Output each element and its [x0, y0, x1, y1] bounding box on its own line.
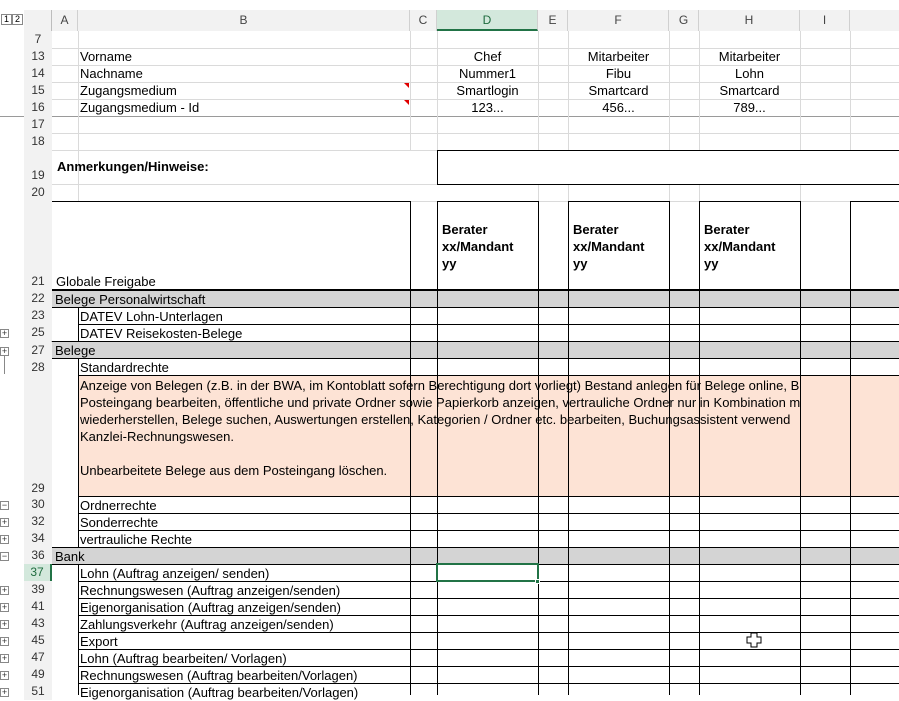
gridline [0, 116, 899, 117]
border [699, 201, 801, 202]
gridline [52, 133, 899, 134]
expand-plus-icon[interactable]: + [1, 585, 8, 595]
outline-level-2-button[interactable]: 2 [12, 14, 23, 25]
cell-d15[interactable]: Smartlogin [456, 83, 519, 98]
row-header-47[interactable]: 47 [24, 649, 52, 666]
row-header-17[interactable]: 17 [24, 116, 52, 133]
row-header-36[interactable]: 36 [24, 547, 52, 564]
border [78, 564, 79, 695]
selected-cell-d37[interactable] [436, 563, 539, 582]
col-header-h[interactable]: H [699, 10, 800, 31]
row-lohn-bearbeiten[interactable]: Lohn (Auftrag bearbeiten/ Vorlagen) [80, 651, 287, 666]
label-zugangsmedium[interactable]: Zugangsmedium [80, 83, 177, 98]
row-header-27[interactable]: 27 [24, 342, 52, 359]
row-header-45[interactable]: 45 [24, 632, 52, 649]
label-zugangsmedium-id[interactable]: Zugangsmedium - Id [80, 100, 200, 115]
berater-header-f[interactable] [573, 221, 669, 272]
berater-line3: yy [704, 256, 719, 271]
comment-indicator-icon[interactable] [404, 83, 409, 88]
col-header-b[interactable]: B [78, 10, 410, 31]
cell-h15[interactable]: Smartcard [719, 83, 780, 98]
cell-d16[interactable]: 123... [471, 100, 504, 115]
cell-d13[interactable]: Chef [473, 49, 502, 64]
row-datev-reisekosten[interactable]: DATEV Reisekosten-Belege [80, 326, 243, 341]
row-rechnungswesen-bearbeiten[interactable]: Rechnungswesen (Auftrag bearbeiten/Vorlagen) [80, 668, 358, 683]
description-line: wiederherstellen, Belege suchen, Auswertungen erstellen, Kategorien / Ordner etc. bearbeiten, Buchungsassistent verwend [80, 412, 791, 427]
notes-box[interactable] [437, 150, 899, 185]
fill-handle[interactable] [535, 579, 540, 584]
row-header-29[interactable]: 29 [24, 376, 52, 496]
row-header-30[interactable]: 30 [24, 496, 52, 513]
comment-indicator-icon[interactable] [404, 100, 409, 105]
expand-plus-icon[interactable]: + [1, 328, 8, 338]
row-header-21[interactable]: 21 [24, 201, 52, 290]
berater-line2: xx/Mandant [573, 239, 645, 254]
berater-line3: yy [442, 256, 457, 271]
outline-level-1-button[interactable]: 1 [1, 14, 12, 25]
row-eigenorganisation-senden[interactable]: Eigenorganisation (Auftrag anzeigen/senden) [80, 600, 341, 615]
gridline [850, 31, 851, 151]
row-datev-lohn-unterlagen[interactable]: DATEV Lohn-Unterlagen [80, 309, 223, 324]
expand-plus-icon[interactable]: + [1, 534, 8, 544]
select-all-corner[interactable] [24, 10, 52, 31]
description-line: Kanzlei-Rechnungswesen. [80, 429, 234, 444]
row-header-32[interactable]: 32 [24, 513, 52, 530]
row-header-41[interactable]: 41 [24, 598, 52, 615]
section-bank[interactable]: Bank [55, 549, 85, 564]
cell-h13[interactable]: Mitarbeiter [718, 49, 781, 64]
expand-plus-icon[interactable]: + [1, 619, 8, 629]
berater-line2: xx/Mandant [442, 239, 514, 254]
cell-f16[interactable]: 456... [602, 100, 635, 115]
row-export[interactable]: Export [80, 634, 118, 649]
row-header-23[interactable]: 23 [24, 307, 52, 324]
row-lohn-senden[interactable]: Lohn (Auftrag anzeigen/ senden) [80, 566, 270, 581]
col-header-c[interactable]: C [410, 10, 437, 31]
row-sonderrechte[interactable]: Sonderrechte [80, 515, 159, 530]
expand-plus-icon[interactable]: + [1, 602, 8, 612]
expand-plus-icon[interactable]: + [1, 687, 8, 697]
border [850, 201, 899, 202]
row-header-43[interactable]: 43 [24, 615, 52, 632]
row-rechnungswesen-senden[interactable]: Rechnungswesen (Auftrag anzeigen/senden) [80, 583, 341, 598]
berater-line3: yy [573, 256, 588, 271]
row-header-39[interactable]: 39 [24, 581, 52, 598]
row-header-22[interactable]: 22 [24, 290, 52, 307]
standardrechte-description[interactable] [80, 377, 899, 495]
expand-plus-icon[interactable]: + [1, 346, 8, 356]
expand-plus-icon[interactable]: + [1, 670, 8, 680]
row-header-25[interactable]: 25 [24, 324, 52, 341]
description-line: Unbearbeitete Belege aus dem Posteingang löschen. [80, 463, 388, 478]
row-header-7[interactable]: 7 [24, 31, 52, 48]
col-header-f[interactable]: F [568, 10, 669, 31]
cell-d14[interactable]: Nummer1 [458, 66, 517, 81]
row-header-20[interactable]: 20 [24, 184, 52, 201]
description-line: Posteingang bearbeiten, öffentliche und private Ordner sowie Papierkorb anzeigen, vertrauliche Ordner nur in Kombination m [80, 395, 801, 410]
border [78, 358, 79, 548]
col-header-i[interactable]: I [800, 10, 850, 31]
expand-plus-icon[interactable]: + [1, 517, 8, 527]
cell-h14[interactable]: Lohn [735, 66, 764, 81]
row-header-37[interactable]: 37 [24, 564, 52, 581]
section-belege[interactable]: Belege [55, 343, 96, 358]
expand-plus-icon[interactable]: + [1, 653, 8, 663]
col-header-g[interactable]: G [669, 10, 699, 31]
row-zahlungsverkehr-senden[interactable]: Zahlungsverkehr (Auftrag anzeigen/senden) [80, 617, 334, 632]
row-header-18[interactable]: 18 [24, 133, 52, 150]
col-header-j[interactable] [850, 10, 899, 31]
outline-level-line [4, 356, 5, 374]
row-header-16[interactable]: 16 [24, 99, 52, 116]
berater-header-d[interactable] [442, 221, 538, 272]
cell-cursor-icon [746, 632, 762, 648]
row-standardrechte[interactable]: Standardrechte [80, 360, 169, 375]
row-eigenorganisation-bearbeiten[interactable]: Eigenorganisation (Auftrag bearbeiten/Vorlagen) [80, 685, 359, 700]
border [568, 201, 670, 202]
row-header-51[interactable]: 51 [24, 683, 52, 700]
cell-f13[interactable]: Mitarbeiter [587, 49, 650, 64]
berater-line1: Berater [573, 222, 619, 237]
berater-line1: Berater [442, 222, 488, 237]
row-header-28[interactable]: 28 [24, 359, 52, 376]
row-header-19[interactable]: 19 [24, 150, 52, 184]
row-header-14[interactable]: 14 [24, 65, 52, 82]
row-header-34[interactable]: 34 [24, 530, 52, 547]
row-ordnerrechte[interactable]: Ordnerrechte [80, 498, 157, 513]
berater-line1: Berater [704, 222, 750, 237]
cell-f14[interactable]: Fibu [605, 66, 632, 81]
collapse-minus-icon[interactable]: − [1, 500, 8, 510]
globale-freigabe-label[interactable]: Globale Freigabe [56, 274, 156, 289]
cell-h16[interactable]: 789... [733, 100, 766, 115]
box-c-gap-22 [410, 291, 437, 308]
berater-line2: xx/Mandant [704, 239, 776, 254]
label-nachname[interactable]: Nachname [80, 66, 143, 81]
border [52, 201, 411, 202]
border [437, 201, 539, 202]
cell-f15[interactable]: Smartcard [588, 83, 649, 98]
collapse-minus-icon[interactable]: − [1, 551, 8, 561]
expand-plus-icon[interactable]: + [1, 636, 8, 646]
border [78, 307, 79, 342]
notes-label[interactable]: Anmerkungen/Hinweise: [57, 159, 209, 174]
row-header-15[interactable]: 15 [24, 82, 52, 99]
gridline [410, 31, 411, 151]
col-header-e[interactable]: E [538, 10, 568, 31]
col-header-a[interactable]: A [52, 10, 78, 31]
row-header-13[interactable]: 13 [24, 48, 52, 65]
description-line: Anzeige von Belegen (z.B. in der BWA, im Kontoblatt sofern Berechtigung dort vorliegt) Bestand anlegen für Belege online, B [80, 378, 800, 393]
row-header-49[interactable]: 49 [24, 666, 52, 683]
label-vorname[interactable]: Vorname [80, 49, 133, 64]
berater-header-h[interactable] [704, 221, 800, 272]
row-vertrauliche-rechte[interactable]: vertrauliche Rechte [80, 532, 192, 547]
col-header-d[interactable]: D [437, 10, 538, 31]
section-belege-personalwirtschaft[interactable]: Belege Personalwirtschaft [55, 292, 206, 307]
